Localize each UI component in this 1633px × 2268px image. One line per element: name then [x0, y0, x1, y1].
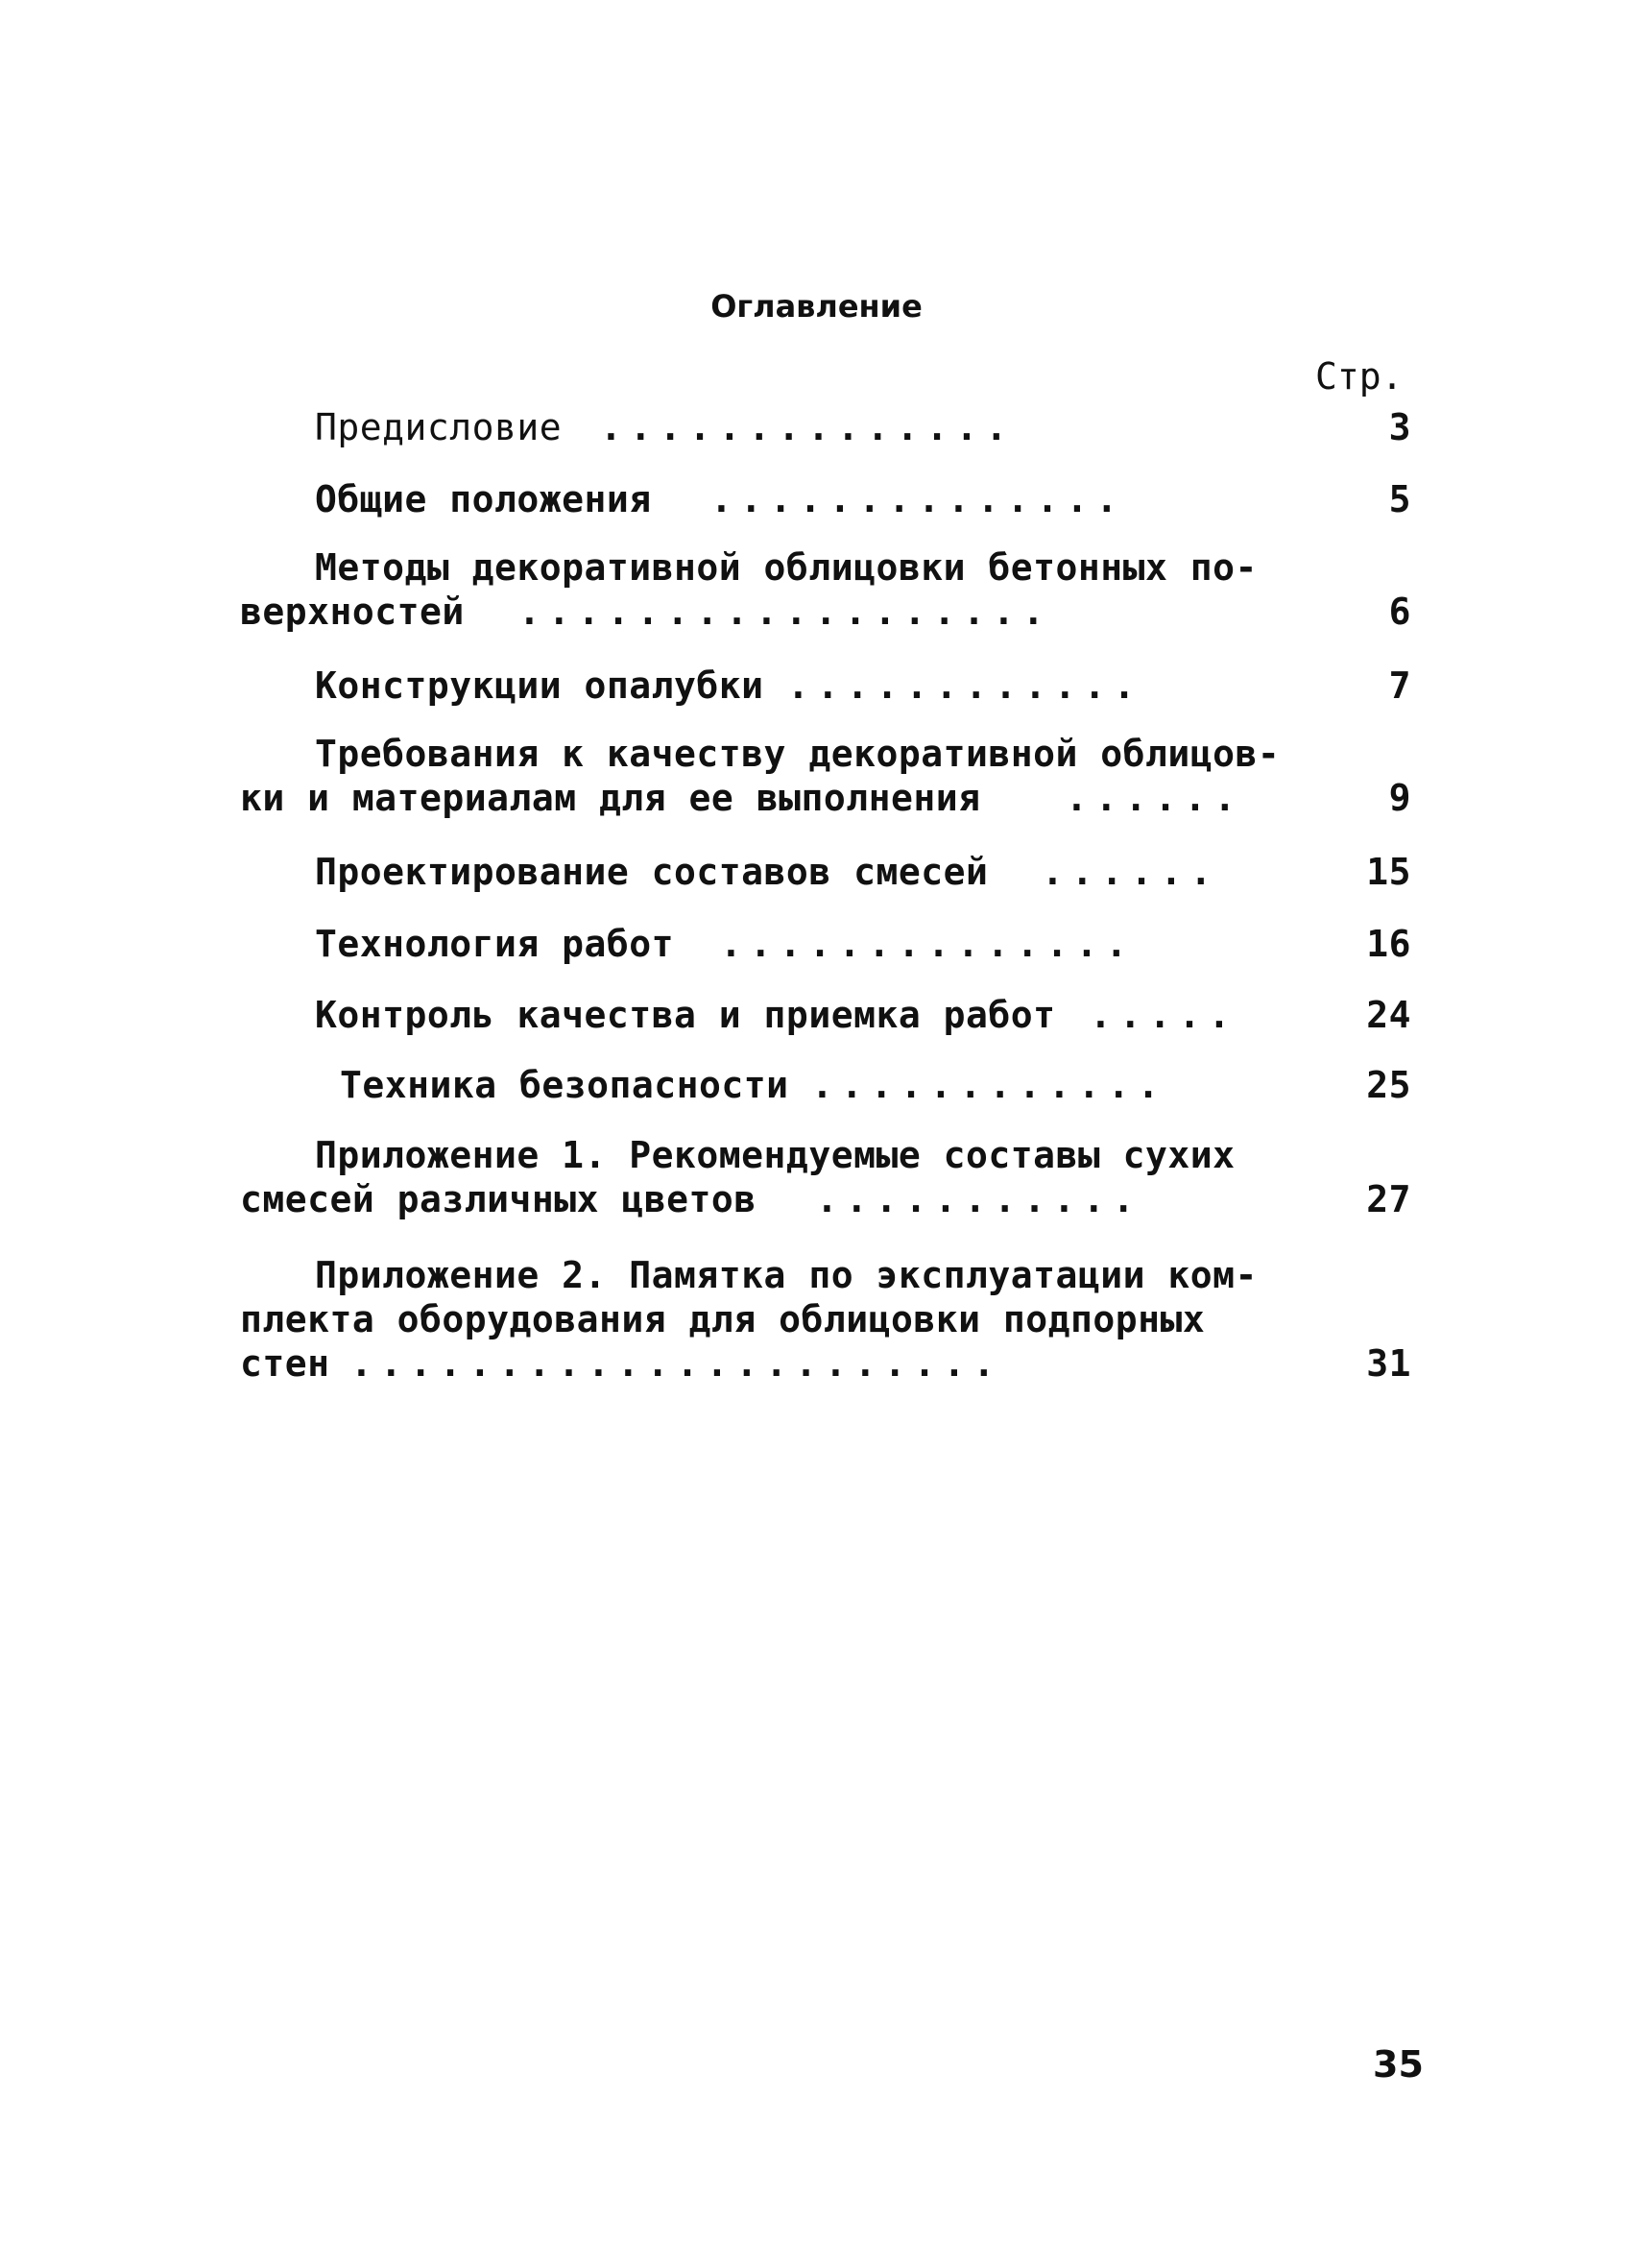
toc-line [240, 1177, 1411, 1221]
dot-leader: ........... [816, 1178, 1142, 1220]
toc-line [240, 993, 1411, 1037]
toc-entry [240, 1063, 1411, 1107]
dot-leader: ............ [787, 664, 1143, 707]
toc-line [240, 850, 1411, 894]
dot-leader: ............ [811, 1064, 1167, 1106]
toc-line [240, 732, 1411, 776]
toc-line [240, 1063, 1411, 1107]
toc-entry [240, 922, 1411, 966]
toc-line [240, 1297, 1411, 1341]
toc-entry [240, 664, 1411, 708]
toc-entry-text: Приложение 2. Памятка по эксплуатации ком- [315, 1254, 1258, 1296]
toc-entry [240, 732, 1411, 820]
toc-entry [240, 477, 1411, 521]
toc-entry-text: Конструкции опалубки [315, 664, 764, 707]
toc-entry [240, 1133, 1411, 1221]
toc-entry-text: Методы декоративной облицовки бетонных по- [315, 546, 1258, 589]
dot-leader: .............. [600, 406, 1016, 448]
toc-entry-page: 15 [1366, 851, 1411, 893]
toc-entry [240, 1253, 1411, 1386]
toc-entry-text: стен [240, 1342, 330, 1385]
toc-entry-page: 7 [1388, 664, 1411, 707]
toc-line [240, 405, 1411, 449]
toc-entry-page: 3 [1388, 406, 1411, 448]
toc-entry [240, 545, 1411, 634]
toc-entry-page: 24 [1366, 994, 1411, 1036]
toc-line [240, 1253, 1411, 1297]
toc-entry [240, 405, 1411, 449]
toc-line [240, 1341, 1411, 1386]
dot-leader: ..... [1090, 994, 1238, 1036]
page-column-header: Стр. [1315, 355, 1404, 398]
toc-entry-page: 31 [1366, 1342, 1411, 1385]
toc-line [240, 776, 1411, 820]
toc-entry-text: смесей различных цветов [240, 1178, 756, 1220]
toc-line [240, 1133, 1411, 1177]
toc-entry-page: 5 [1388, 478, 1411, 520]
dot-leader: .............. [710, 478, 1126, 520]
toc-line [240, 664, 1411, 708]
toc-entry-text: Приложение 1. Рекомендуемые составы сухих [315, 1134, 1236, 1176]
toc-entry-text: Технология работ [315, 923, 675, 965]
toc-entry-page: 27 [1366, 1178, 1411, 1220]
toc-entry-text: Требования к качеству декоративной облицов- [315, 733, 1281, 775]
toc-entry-text: ки и материалам для ее выполнения [240, 777, 981, 819]
toc-entry-text: верхностей [240, 591, 465, 633]
toc-line [240, 590, 1411, 634]
dot-leader: .............. [720, 923, 1136, 965]
toc-entry-page: 6 [1388, 591, 1411, 633]
dot-leader: ...... [1066, 777, 1244, 819]
toc-line [240, 477, 1411, 521]
toc-entry-text: Контроль качества и приемка работ [315, 994, 1056, 1036]
dot-leader: ...................... [350, 1342, 1003, 1385]
toc-entry-page: 9 [1388, 777, 1411, 819]
toc-entry [240, 993, 1411, 1037]
toc-entry-page: 16 [1366, 923, 1411, 965]
toc-line [240, 545, 1411, 590]
dot-leader: ...... [1042, 851, 1220, 893]
toc-entry-text: Техника безопасности [340, 1064, 789, 1106]
toc-entry-page: 25 [1366, 1064, 1411, 1106]
toc-entry-text: плекта оборудования для облицовки подпорных [240, 1298, 1206, 1340]
toc-entry-text: Общие положения [315, 478, 652, 520]
dot-leader: .................. [518, 591, 1052, 633]
page-number: 35 [1373, 2043, 1424, 2086]
toc-entry-text: Предисловие [315, 406, 563, 448]
toc-entry [240, 850, 1411, 894]
toc-title: Оглавление [710, 288, 923, 325]
toc-line [240, 922, 1411, 966]
toc-entry-text: Проектирование составов смесей [315, 851, 989, 893]
